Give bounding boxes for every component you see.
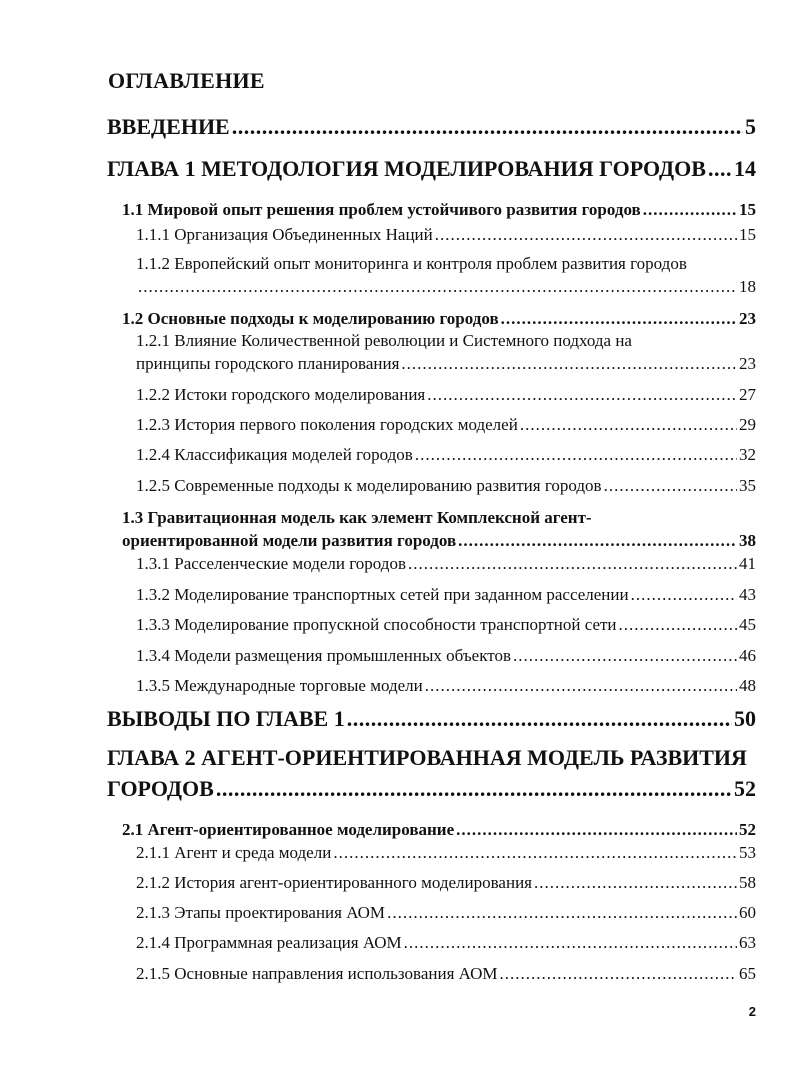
dot-leader <box>425 676 737 696</box>
dot-leader <box>631 585 737 605</box>
toc-entry-title: ВЫВОДЫ ПО ГЛАВЕ 1 <box>107 706 345 731</box>
toc-entry-1-3-3[interactable] <box>136 615 756 635</box>
toc-entry-1-2-5[interactable] <box>136 476 756 496</box>
dot-leader <box>456 820 737 840</box>
dot-leader <box>499 964 737 984</box>
toc-entry-1-3-5[interactable] <box>136 676 756 696</box>
toc-entry-title: 2.1.2 История агент-ориентированного моделирования <box>136 873 532 892</box>
toc-entry-chapter-2[interactable] <box>107 776 756 802</box>
toc-entry-title: 1.1 Мировой опыт решения проблем устойчивого развития городов <box>122 200 641 219</box>
toc-entry-page: 5 <box>745 114 756 139</box>
toc-entry-section-1-3-line1[interactable]: 1.3 Гравитационная модель как элемент Комплексной агент- <box>122 508 592 527</box>
toc-entry-chapter-1[interactable] <box>107 156 756 182</box>
toc-entry-title: 2.1 Агент-ориентированное моделирование <box>122 820 455 839</box>
toc-entry-page: 60 <box>739 903 756 922</box>
toc-entry-page: 45 <box>739 615 756 634</box>
dot-leader <box>138 277 737 297</box>
toc-entry-1-1-1[interactable] <box>136 225 756 245</box>
toc-entry-1-2-4[interactable] <box>136 445 756 465</box>
toc-entry-1-1-2-title[interactable]: 1.1.2 Европейский опыт мониторинга и контроля проблем развития городов <box>136 254 687 273</box>
toc-entry-2-1-4[interactable] <box>136 933 756 953</box>
dot-leader <box>513 646 737 666</box>
toc-entry-page: 29 <box>739 415 756 434</box>
toc-entry-title: 2.1.3 Этапы проектирования АОМ <box>136 903 386 922</box>
toc-entry-page: 23 <box>739 354 756 373</box>
dot-leader <box>408 554 737 574</box>
toc-entry-page: 63 <box>739 933 756 952</box>
toc-entry-page: 23 <box>739 309 756 328</box>
toc-entry-title: ГЛАВА 1 МЕТОДОЛОГИЯ МОДЕЛИРОВАНИЯ ГОРОДОВ <box>107 156 706 181</box>
toc-entry-page: 52 <box>734 776 756 801</box>
toc-entry-chapter-1-conclusions[interactable] <box>107 706 756 732</box>
dot-leader <box>534 873 737 893</box>
toc-entry-1-3-4[interactable] <box>136 646 756 666</box>
toc-entry-title: ориентированной модели развития городов <box>122 531 457 550</box>
dot-leader <box>347 706 732 732</box>
toc-entry-page: 58 <box>739 873 756 892</box>
toc-entry-page: 50 <box>734 706 756 731</box>
toc-entry-title: 1.2.2 Истоки городского моделирования <box>136 385 426 404</box>
toc-entry-page: 15 <box>739 225 756 244</box>
toc-entry-chapter-2-line1[interactable]: ГЛАВА 2 АГЕНТ-ОРИЕНТИРОВАННАЯ МОДЕЛЬ РАЗВИТИЯ <box>107 745 747 770</box>
dot-leader <box>501 309 737 329</box>
toc-entry-2-1-5[interactable] <box>136 964 756 984</box>
dot-leader <box>415 445 737 465</box>
toc-entry-page: 15 <box>739 200 756 219</box>
toc-entry-page: 48 <box>739 676 756 695</box>
toc-entry-title: ГОРОДОВ <box>107 776 214 801</box>
dot-leader <box>435 225 737 245</box>
toc-entry-title: 2.1.5 Основные направления использования АОМ <box>136 964 498 983</box>
toc-entry-1-2-3[interactable] <box>136 415 756 435</box>
toc-entry-title: 1.2.5 Современные подходы к моделированию развития городов <box>136 476 602 495</box>
toc-heading: ОГЛАВЛЕНИЕ <box>108 68 265 93</box>
toc-entry-title: ВВЕДЕНИЕ <box>107 114 230 139</box>
toc-entry-2-1-1[interactable] <box>136 843 756 863</box>
toc-entry-page: 27 <box>739 385 756 404</box>
dot-leader <box>643 200 737 220</box>
dot-leader <box>232 114 743 140</box>
toc-entry-2-1-3[interactable] <box>136 903 756 923</box>
toc-entry-title: 1.3.4 Модели размещения промышленных объектов <box>136 646 511 665</box>
toc-entry-title: 2.1.1 Агент и среда модели <box>136 843 332 862</box>
dot-leader <box>708 156 732 182</box>
toc-entry-page: 38 <box>739 531 756 550</box>
toc-entry-page: 14 <box>734 156 756 181</box>
toc-entry-section-1-2[interactable] <box>122 309 756 329</box>
toc-entry-1-2-2[interactable] <box>136 385 756 405</box>
toc-entry-title: 1.1.1 Организация Объединенных Наций <box>136 225 433 244</box>
toc-entry-introduction[interactable] <box>107 114 756 140</box>
toc-entry-page: 35 <box>739 476 756 495</box>
dot-leader <box>216 776 732 802</box>
toc-entry-page: 43 <box>739 585 756 604</box>
toc-entry-title: 1.2.3 История первого поколения городских моделей <box>136 415 518 434</box>
toc-entry-title: 1.2 Основные подходы к моделированию городов <box>122 309 499 328</box>
toc-entry-1-1-2[interactable] <box>136 277 756 297</box>
toc-entry-title: 1.3.3 Моделирование пропускной способности транспортной сети <box>136 615 617 634</box>
toc-entry-page: 52 <box>739 820 756 839</box>
toc-entry-title: 1.3.5 Международные торговые модели <box>136 676 423 695</box>
dot-leader <box>458 531 737 551</box>
dot-leader <box>404 933 737 953</box>
toc-entry-section-2-1[interactable] <box>122 820 756 840</box>
toc-entry-1-2-1[interactable] <box>136 354 756 374</box>
dot-leader <box>387 903 737 923</box>
page-number: 2 <box>748 1004 756 1019</box>
toc-entry-title: 1.2.4 Классификация моделей городов <box>136 445 413 464</box>
toc-entry-page: 18 <box>739 277 756 296</box>
dot-leader <box>520 415 737 435</box>
dot-leader <box>333 843 737 863</box>
toc-entry-1-2-1-line1[interactable]: 1.2.1 Влияние Количественной революции и Системного подхода на <box>136 331 632 350</box>
toc-entry-page: 32 <box>739 445 756 464</box>
dot-leader <box>401 354 737 374</box>
toc-entry-section-1-3[interactable] <box>122 531 756 551</box>
toc-entry-title: 2.1.4 Программная реализация АОМ <box>136 933 402 952</box>
dot-leader <box>427 385 737 405</box>
dot-leader <box>619 615 737 635</box>
dot-leader <box>604 476 737 496</box>
toc-entry-title: 1.3.2 Моделирование транспортных сетей при заданном расселении <box>136 585 629 604</box>
toc-entry-section-1-1[interactable] <box>122 200 756 220</box>
toc-entry-page: 65 <box>739 964 756 983</box>
toc-entry-page: 41 <box>739 554 756 573</box>
toc-entry-page: 53 <box>739 843 756 862</box>
toc-entry-2-1-2[interactable] <box>136 873 756 893</box>
toc-entry-1-3-2[interactable] <box>136 585 756 605</box>
toc-entry-title: принципы городского планирования <box>136 354 400 373</box>
toc-entry-title: 1.3.1 Расселенческие модели городов <box>136 554 406 573</box>
toc-entry-page: 46 <box>739 646 756 665</box>
toc-entry-1-3-1[interactable] <box>136 554 756 574</box>
